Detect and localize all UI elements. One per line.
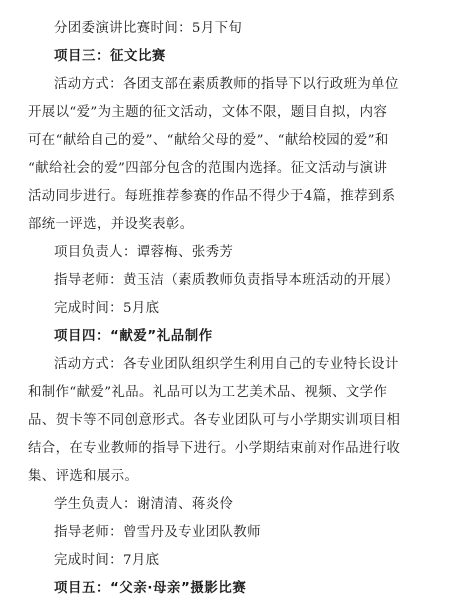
- project-4-completion-time: 完成时间：7月底: [54, 553, 160, 568]
- project-3-paragraph-line-2: 开展以“爱”为主题的征文活动，文体不限，题目自拟，内容: [28, 105, 388, 120]
- project-3-paragraph-line-5: 活动同步进行。每班推荐参赛的作品不得少于4篇，推荐到系: [28, 189, 396, 204]
- project-3-owner: 项目负责人：谭蓉梅、张秀芳: [54, 245, 234, 260]
- project-3-paragraph-line-6: 部统一评选，并设奖表彰。: [28, 217, 194, 232]
- project-4-mentor: 指导老师：曾雪丹及专业团队教师: [54, 525, 261, 540]
- project-3-mentor: 指导老师：黄玉洁（素质教师负责指导本班活动的开展）: [54, 273, 399, 288]
- project-4-heading: 项目四：“献爱”礼品制作: [54, 329, 213, 344]
- project-3-paragraph-line-1: 活动方式：各团支部在素质教师的指导下以行政班为单位: [54, 77, 399, 92]
- project-3-paragraph-line-3: 可在“献给自己的爱”、“献给父母的爱”、“献给校园的爱”和: [28, 133, 389, 148]
- project-3-completion-time: 完成时间：5月底: [54, 301, 160, 316]
- project-4-paragraph-line-5: 集、评选和展示。: [28, 469, 139, 484]
- project-5-heading: 项目五：“父亲·母亲”摄影比赛: [54, 581, 247, 596]
- project-4-owner: 学生负责人：谢清清、蒋炎伶: [54, 497, 234, 512]
- project-4-paragraph-line-1: 活动方式：各专业团队组织学生利用自己的专业特长设计: [54, 357, 399, 372]
- project-4-paragraph-line-2: 和制作“献爱”礼品。礼品可以为工艺美术品、视频、文学作: [28, 385, 388, 400]
- project-3-heading: 项目三：征文比赛: [54, 49, 166, 64]
- project-3-paragraph-line-4: “献给社会的爱”四部分包含的范围内选择。征文活动与演讲: [28, 161, 388, 176]
- project-4-paragraph-line-3: 品、贺卡等不同创意形式。各专业团队可与小学期实训项目相: [28, 413, 401, 428]
- speech-contest-time: 分团委演讲比赛时间：5月下旬: [54, 21, 243, 36]
- project-4-paragraph-line-4: 结合，在专业教师的指导下进行。小学期结束前对作品进行收: [28, 441, 401, 456]
